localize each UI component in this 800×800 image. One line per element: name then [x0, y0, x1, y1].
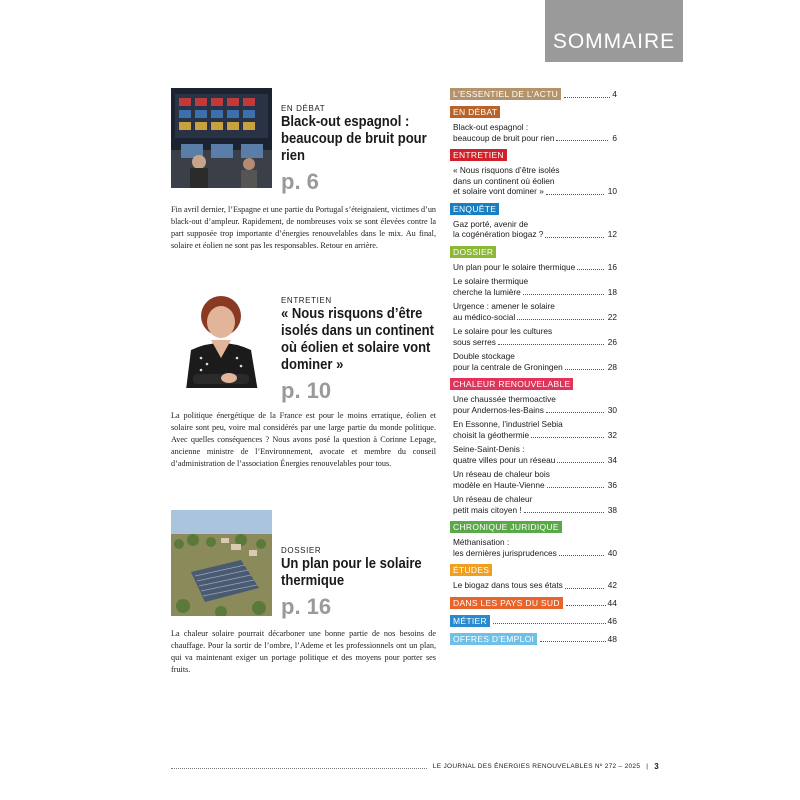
feature-description: Fin avril dernier, l’Espagne et une partie du Portugal s’éteignaient, victimes d’un black-out d’ampleur. Rapidement, de nombreuses voix se sont élevées contre la part supposée trop importante d’énergies renouvelables dans le mix. Au final, solaire et éolien ne sont pas les responsables. Retour en arrière. — [171, 205, 437, 250]
toc-entry[interactable] — [453, 165, 617, 197]
section-label: OFFRES D'EMPLOI — [450, 633, 537, 645]
feature-page: p. 6 — [281, 169, 319, 194]
dotted-leader — [517, 312, 604, 321]
toc-entry[interactable] — [453, 537, 617, 558]
toc-page-number: 36 — [607, 479, 617, 490]
toc-section — [450, 88, 617, 100]
toc-page-number: 34 — [607, 454, 617, 465]
dotted-leader — [523, 287, 604, 296]
dotted-leader — [545, 229, 603, 238]
toc-section — [450, 203, 617, 240]
dotted-leader — [540, 633, 605, 642]
toc-section-header[interactable] — [450, 615, 617, 627]
dotted-leader — [498, 337, 604, 346]
toc-entry-title: pour Andernos-les-Bains — [453, 404, 544, 415]
toc-entry[interactable] — [453, 122, 617, 143]
section-label: DANS LES PAYS DU SUD — [450, 597, 563, 609]
feature-black-out[interactable] — [171, 88, 436, 278]
section-label: ÉTUDES — [450, 564, 492, 576]
dotted-leader — [566, 597, 606, 606]
toc-entry-title: Black-out espagnol : — [453, 122, 529, 132]
toc-entry-title: Un réseau de chaleur bois — [453, 469, 550, 479]
dotted-leader — [547, 480, 604, 489]
toc-entry-title: Méthanisation : — [453, 537, 510, 547]
toc-entry-title: Un plan pour le solaire thermique — [453, 261, 576, 272]
dotted-leader — [556, 133, 608, 142]
feature-title[interactable]: Un plan pour le solaire thermique — [281, 556, 422, 589]
section-label: CHRONIQUE JURIDIQUE — [450, 521, 562, 533]
toc-entry-title: Gaz porté, avenir de — [453, 218, 529, 229]
toc-section-header — [450, 106, 617, 118]
toc-entry[interactable] — [453, 494, 617, 515]
toc-entry-title: Le biogaz dans tous ses états — [453, 580, 563, 590]
toc-section — [450, 597, 617, 609]
toc-entry-title: Urgence : amener le solaire — [453, 301, 555, 311]
table-of-contents — [450, 88, 617, 651]
toc-page-number: 40 — [607, 547, 617, 558]
section-label: CHALEUR RENOUVELABLE — [450, 378, 573, 390]
feature-page: p. 10 — [281, 378, 332, 403]
toc-page-number: 38 — [607, 504, 617, 515]
toc-entry[interactable] — [453, 262, 617, 273]
section-label: MÉTIER — [450, 615, 490, 627]
toc-page-number: 48 — [607, 633, 617, 644]
toc-page-number: 12 — [607, 229, 617, 239]
toc-entry[interactable] — [453, 326, 617, 347]
toc-entry-title: « Nous risquons d’être isolés — [453, 165, 560, 175]
toc-page-number: 4 — [612, 89, 617, 99]
dotted-leader — [565, 580, 604, 589]
toc-page-number: 26 — [607, 336, 617, 347]
section-label: L'ESSENTIEL DE L'ACTU — [450, 88, 561, 100]
page-footer — [171, 762, 659, 771]
toc-entry-title: Double stockage — [453, 351, 515, 361]
toc-entry-title: la cogénération biogaz ? — [453, 229, 544, 239]
toc-entry-title: Le solaire pour les cultures — [453, 326, 553, 336]
toc-section-header — [450, 203, 617, 215]
toc-entry-title: Le solaire thermique — [453, 276, 529, 286]
toc-entry-title: Un réseau de chaleur — [453, 494, 533, 504]
toc-section-header[interactable] — [450, 633, 617, 645]
dotted-leader — [531, 430, 604, 439]
section-label: ENQUÊTE — [450, 203, 499, 215]
toc-section-header — [450, 564, 617, 576]
toc-page-number: 18 — [607, 286, 617, 297]
feature-dossier[interactable] — [171, 510, 436, 680]
toc-entry-title: pour la centrale de Groningen — [453, 361, 563, 372]
dotted-leader — [577, 262, 604, 271]
toc-page-number: 22 — [607, 311, 617, 322]
toc-entry-title: choisit la géothermie — [453, 429, 530, 440]
toc-entry-title: quatre villes pour un réseau — [453, 454, 556, 465]
toc-entry[interactable] — [453, 301, 617, 322]
section-label: EN DÉBAT — [450, 106, 500, 118]
feature-kicker: ENTRETIEN — [281, 296, 332, 305]
toc-entry[interactable] — [453, 276, 617, 297]
toc-section-header — [450, 521, 617, 533]
toc-section-header — [450, 378, 617, 390]
toc-entry-title: Une chaussée thermoactive — [453, 394, 556, 404]
toc-section-header[interactable] — [450, 88, 617, 100]
toc-page-number: 44 — [607, 597, 617, 608]
toc-entry-title: les dernières jurisprudences — [453, 547, 557, 558]
toc-entry-title: sous serres — [453, 336, 496, 347]
toc-section — [450, 246, 617, 373]
toc-section — [450, 615, 617, 627]
toc-entry[interactable] — [453, 444, 617, 465]
toc-page-number: 6 — [612, 132, 617, 143]
page-title: SOMMAIRE — [552, 30, 676, 53]
section-label: ENTRETIEN — [450, 149, 507, 161]
footer-dotted-rule — [171, 764, 427, 769]
toc-entry[interactable] — [453, 394, 617, 415]
footer-publication: LE JOURNAL DES ÉNERGIES RENOUVELABLES Nº 272 – 2025 — [432, 763, 641, 770]
feature-title[interactable]: Black-out espagnol : beaucoup de bruit pour rien — [281, 114, 427, 164]
toc-entry[interactable] — [453, 580, 617, 591]
toc-section — [450, 633, 617, 645]
toc-entry-title: Seine-Saint-Denis : — [453, 444, 525, 454]
dotted-leader — [546, 405, 604, 414]
solar-field-photo — [171, 510, 272, 616]
toc-page-number: 46 — [607, 615, 617, 626]
toc-entry[interactable] — [453, 469, 617, 490]
toc-entry[interactable] — [453, 219, 617, 240]
feature-kicker: DOSSIER — [281, 546, 322, 555]
toc-entry[interactable] — [453, 351, 617, 372]
toc-page-number: 32 — [607, 429, 617, 440]
toc-entry-title: au médico-social — [453, 311, 516, 322]
dotted-leader — [546, 186, 604, 195]
section-tab — [545, 0, 683, 62]
toc-entry-title: beaucoup de bruit pour rien — [453, 132, 555, 143]
toc-section-header[interactable] — [450, 597, 617, 609]
toc-entry-title: En Essonne, l’industriel Sebia — [453, 419, 563, 429]
toc-section-header — [450, 149, 617, 161]
page-number: 3 — [654, 762, 659, 771]
dotted-leader — [493, 615, 606, 624]
toc-section — [450, 564, 617, 591]
toc-entry-title: modèle en Haute-Vienne — [453, 479, 545, 490]
toc-section — [450, 149, 617, 197]
toc-section — [450, 106, 617, 143]
toc-entry[interactable] — [453, 419, 617, 440]
toc-page-number: 16 — [607, 261, 617, 272]
dotted-leader — [564, 89, 610, 98]
toc-section — [450, 378, 617, 515]
toc-section-header — [450, 246, 617, 258]
toc-entry-title: cherche la lumière — [453, 286, 521, 297]
toc-entry-title: petit mais citoyen ! — [453, 504, 522, 515]
toc-entry-title: dans un continent où éolien — [453, 175, 555, 186]
toc-page-number: 42 — [607, 580, 617, 590]
toc-entry-title: et solaire vont dominer » — [453, 186, 544, 196]
toc-page-number: 30 — [607, 404, 617, 415]
feature-entretien[interactable] — [171, 288, 436, 488]
feature-description: La politique énergétique de la France est pour le moins erratique, éolien et solaire sont peu, voire mal considérés par une large partie du monde politique. Avec quelles conséquences ? Nous avons posé la question à Corinne Lepage, ancienne ministre de l’Environnement, avocate et membre du conseil d’administration de l’association Énergies renouvelables pour tous. — [171, 411, 436, 468]
section-label: DOSSIER — [450, 246, 496, 258]
feature-title[interactable]: « Nous risquons d’être isolés dans un continent où éolien et solaire vont dominer » — [281, 306, 434, 373]
dotted-leader — [559, 548, 604, 557]
footer-separator: | — [646, 763, 649, 770]
feature-page: p. 16 — [281, 594, 332, 619]
dotted-leader — [524, 505, 604, 514]
feature-description: La chaleur solaire pourrait décarboner une bonne partie de nos besoins de chauffage. Pour la sortir de l’ombre, l’Ademe et les professionnels ont un plan, qui va maintenant exiger un portage politique et des moyens pour porter ses fruits. — [171, 629, 436, 674]
toc-page-number: 10 — [607, 186, 617, 196]
dotted-leader — [565, 362, 604, 371]
toc-page-number: 28 — [607, 361, 617, 372]
toc-section — [450, 521, 617, 558]
control-room-photo — [171, 88, 272, 188]
feature-kicker: EN DÉBAT — [281, 104, 326, 113]
dotted-leader — [557, 455, 603, 464]
portrait-photo — [171, 288, 272, 388]
